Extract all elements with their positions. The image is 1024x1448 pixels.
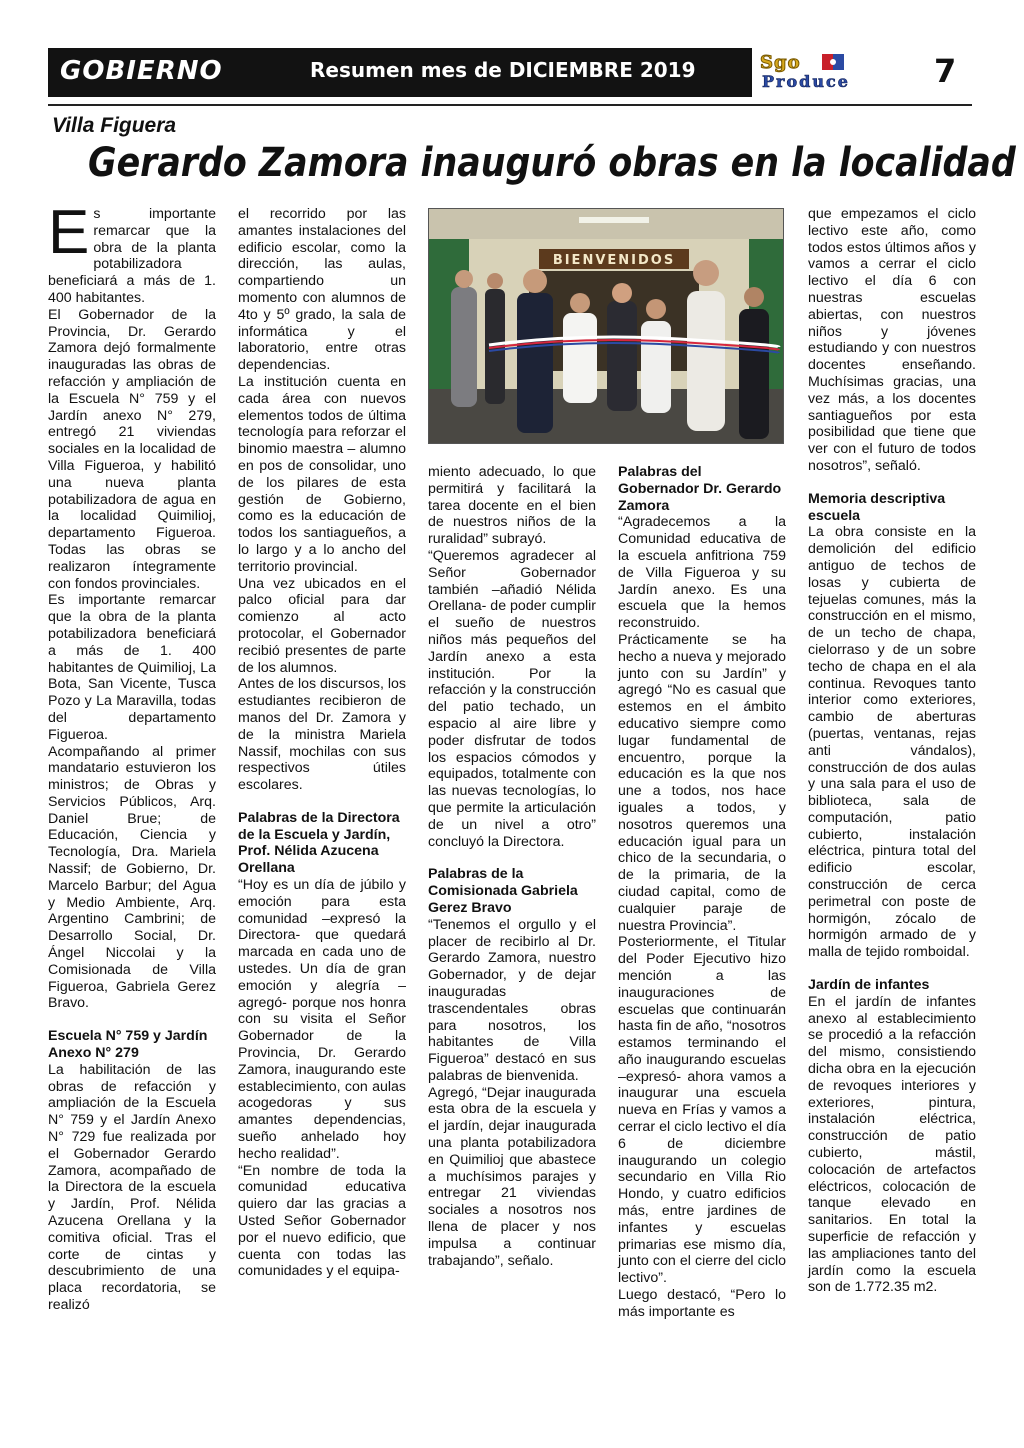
article-kicker: Villa Figuera bbox=[52, 114, 177, 137]
ribbon-cutting-photo bbox=[428, 208, 784, 444]
article-column-2 bbox=[238, 206, 406, 1280]
issue-title: Resumen mes de DICIEMBRE 2019 bbox=[310, 58, 696, 82]
paragraph: En el jardín de infantes anexo al establecimiento se procedió a la refacción del mismo, consistiendo dicha obra en la ejecución de revoques interiores y exteriores, pintura, instalación eléctrica, construcción de patio cubierto, mástil, colocación de artefactos eléctricos, colocación de tanque elevado en sanitarios. En total la superficie de refacción y las ampliaciones tanto del jardín como la escuela son de 1.772.35 m2. bbox=[808, 993, 976, 1296]
paragraph: Luego destacó, “Pero lo más importante es bbox=[618, 1287, 786, 1320]
paragraph: “Hoy es un día de júbilo y emoción para esta comunidad –expresó la Directora- que quedará marcada en cada uno de ustedes. Un día de gran emoción y alegría –agregó- porque nos honra con su visita el Señor Gobernador de la Provincia, Dr. Gerardo Zamora, inaugurando este establecimiento, con aulas acogedoras y sus amantes dependencias, sueño anhelado hoy hecho realidad”. bbox=[238, 877, 406, 1162]
paragraph: Antes de los discursos, los estudiantes recibieron de manos del Dr. Zamora y de la ministra Mariela Nassif, mochilas con sus respectivos útiles escolares. bbox=[238, 676, 406, 794]
paragraph: La habilitación de las obras de refacción y ampliación de la Escuela N° 759 y el Jardín Anexo N° 729 fue realizada por el Gobernador Gerardo Zamora, acompañado de la Directora de la escuela y Jardín, Prof. Nélida Azucena Orellana y la comitiva oficial. Tras el corte de cintas y descubrimiento de una placa recordatoria, se realizó bbox=[48, 1061, 216, 1313]
paragraph: Una vez ubicados en el palco oficial para dar comienzo al acto protocolar, el Gobernador recibió presentes de parte de los alumnos. bbox=[238, 575, 406, 676]
paragraph: “Queremos agradecer al Señor Gobernador también –añadió Nélida Orellana- de poder cumplir el sueño de nuestros niños más pequeños del Jardín anexo a esta institución. Por la refacción y la construcción del patio techado, un espacio al aire libre y poder disfrutar de todos los espacios cómodos y equipados, totalmente con las nuevas tecnologías, lo que permite la articulación de un nivel a otro” concluyó la Directora. bbox=[428, 547, 596, 850]
paragraph: el recorrido por las amantes instalaciones del edificio escolar, como la dirección, las aulas, compartiendo un momento con alumnos de 4to y 5º grado, la sala de informática y el laboratorio, entre otras dependencias. bbox=[238, 206, 406, 374]
subheading: Palabras de la Comisionada Gabriela Gerez Bravo bbox=[428, 866, 578, 916]
paragraph: “En nombre de toda la comunidad educativa quiero dar las gracias a Usted Señor Gobernador por el nuevo edificio, que cuenta con todas las comunidades y el equipa- bbox=[238, 1162, 406, 1280]
article-column-3 bbox=[428, 464, 596, 1269]
logo-bottom-text: Produce bbox=[762, 72, 850, 91]
paragraph: “Agradecemos a la Comunidad educativa de la escuela anfitriona 759 de Villa Figueroa y su Jardín anexo. Es una escuela que la hemos reconstruido. Prácticamente se ha hecho a nueva y mejorado junto con su Jardín” y agregó “No es casual que estemos en el ámbito educativo siempre como lugar fundamental de encuentro, porque la educación es la que nos une a todos, nos hace iguales a todos, y nosotros queremos una educación igual para un chico de la secundaria, o de la primaria, de la ciudad capital, como de cualquier paraje de nuestra Provincia”. bbox=[618, 514, 786, 934]
paragraph: Agregó, “Dejar inaugurada esta obra de la escuela y el jardín, dejar inaugurada una planta potabilizadora en Quimilioj que abastece a muchísimos parajes y entregar 21 viviendas sociales a nosotros nos llena de placer y nos impulsa a continuar trabajando”, señalo. bbox=[428, 1084, 596, 1269]
subheading: Escuela N° 759 y Jardín Anexo N° 279 bbox=[48, 1028, 208, 1062]
article-column-4 bbox=[618, 464, 786, 1321]
page-number: 7 bbox=[934, 52, 957, 90]
paragraph: El Gobernador de la Provincia, Dr. Gerardo Zamora dejó formalmente inauguradas las obras de refacción y ampliación de la Escuela N° 759 y el Jardín anexo N° 279, entregó 21 viviendas sociales en la localidad de Villa Figueroa, y habilitó una nueva planta potabilizadora de agua en la localidad Quimilioj, departamento Figueroa. Todas las obras se realizaron íntegramente con fondos provinciales. bbox=[48, 306, 216, 592]
publication-logo bbox=[760, 52, 900, 94]
paragraph: que empezamos el ciclo lectivo este año, como todos estos últimos años y vamos a cerrar el ciclo lectivo el día 6 con nuestras escuelas abiertas, con nuestros niños y jóvenes estudiando y con nuestros docentes enseñando. Muchísimas gracias, una vez más, a los docentes santiagueños por esta posibilidad que tiene que ver con el futuro de todos nosotros”, señaló. bbox=[808, 206, 976, 474]
header-rule bbox=[48, 104, 972, 106]
paragraph: s importante remarcar que la obra de la planta potabilizadora beneficiará a más de 1. 400 habitantes. bbox=[48, 206, 216, 306]
subheading: Jardín de infantes bbox=[808, 977, 930, 994]
paragraph: “Tenemos el orgullo y el placer de recibirlo al Dr. Gerardo Zamora, nuestro Gobernador, y de dejar inauguradas trascendentales obras para nosotros, los habitantes de Villa Figueroa” destacó en sus palabras de bienvenida. bbox=[428, 916, 596, 1084]
drop-cap: E bbox=[48, 198, 90, 267]
logo-top-text: Sgo bbox=[760, 52, 801, 73]
flag-icon bbox=[822, 54, 844, 70]
paragraph: La obra consiste en la demolición del edificio antiguo de techos de losas y cubierta de tejuelas comunes, más la construcción en el mismo, de un techo de chapa, cielorraso y de un sobre techo de chapa en el ala continua. Revoques tanto interior como exteriores, cambio de aberturas (puertas, ventanas, rejas anti vándalos), construcción de dos aulas y una sala para el uso de biblioteca, sala de computación, patio cubierto, instalación eléctrica, pintura total del edificio escolar, construcción de cerca perimetral con poste de hormigón, zócalo de hormigón armado de y malla de tejido romboidal. bbox=[808, 524, 976, 961]
subheading: Palabras de la Directora de la Escuela y Jardín, Prof. Nélida Azucena Orellana bbox=[238, 809, 400, 877]
subheading: Palabras del Gobernador Dr. Gerardo Zamora bbox=[618, 464, 782, 514]
paragraph: Posteriormente, el Titular del Poder Ejecutivo hizo mención a las inauguraciones de escuelas que continuarán hasta fin de año, “nosotros estamos terminando el año inaugurando escuelas –expresó- ahora vamos a inaugurar una escuela nueva en Frías y vamos a cerrar el ciclo lectivo el día 6 de diciembre inaugurando un colegio secundario en Villa Rio Hondo, y cuatro edificios más, entre jardines de infantes y escuelas primarias ese mismo día, junto con el cierre del ciclo lectivo”. bbox=[618, 934, 786, 1287]
paragraph: miento adecuado, lo que permitirá y facilitará la tarea docente en el bien de nuestros niños de la ruralidad” subrayó. bbox=[428, 464, 596, 548]
paragraph: Acompañando al primer mandatario estuvieron los ministros; de Obras y Servicios Públicos, Arq. Daniel Brue; de Educación, Ciencia y Tecnología, Dra. Mariela Nassif; de Gobierno, Dr. Marcelo Barbur; del Agua y Medio Ambiente, Arq. Argentino Cambrini; de Desarrollo Social, Dr. Ángel Niccolai y la Comisionada de Villa Figueroa, Gabriela Gerez Bravo. bbox=[48, 743, 216, 1012]
article-headline: Gerardo Zamora inauguró obras en la localidad bbox=[88, 140, 1016, 186]
article-column-1 bbox=[48, 198, 216, 1314]
photo-illustration bbox=[429, 209, 784, 444]
section-header-bar bbox=[48, 48, 752, 97]
subheading: Memoria descriptiva escuela bbox=[808, 490, 946, 524]
paragraph: La institución cuenta en cada área con nuevos elementos todos de última tecnología para reforzar el binomio maestra – alumno en pos de consolidar, uno de los pilares de esta gestión de Gobierno, como es la educación de todos los santiagueños, a lo largo y a lo ancho del territorio provincial. bbox=[238, 373, 406, 575]
photo-sign-text: BIENVENIDOS bbox=[552, 253, 676, 268]
paragraph: Es importante remarcar que la obra de la planta potabilizadora beneficiará a más de 1. 400 habitantes de Quimilioj, La Bota, San Vicente, Tusca Pozo y La Maravilla, todas del departamento Figueroa. bbox=[48, 592, 216, 743]
article-column-5 bbox=[808, 206, 976, 1296]
section-name: GOBIERNO bbox=[60, 56, 223, 86]
